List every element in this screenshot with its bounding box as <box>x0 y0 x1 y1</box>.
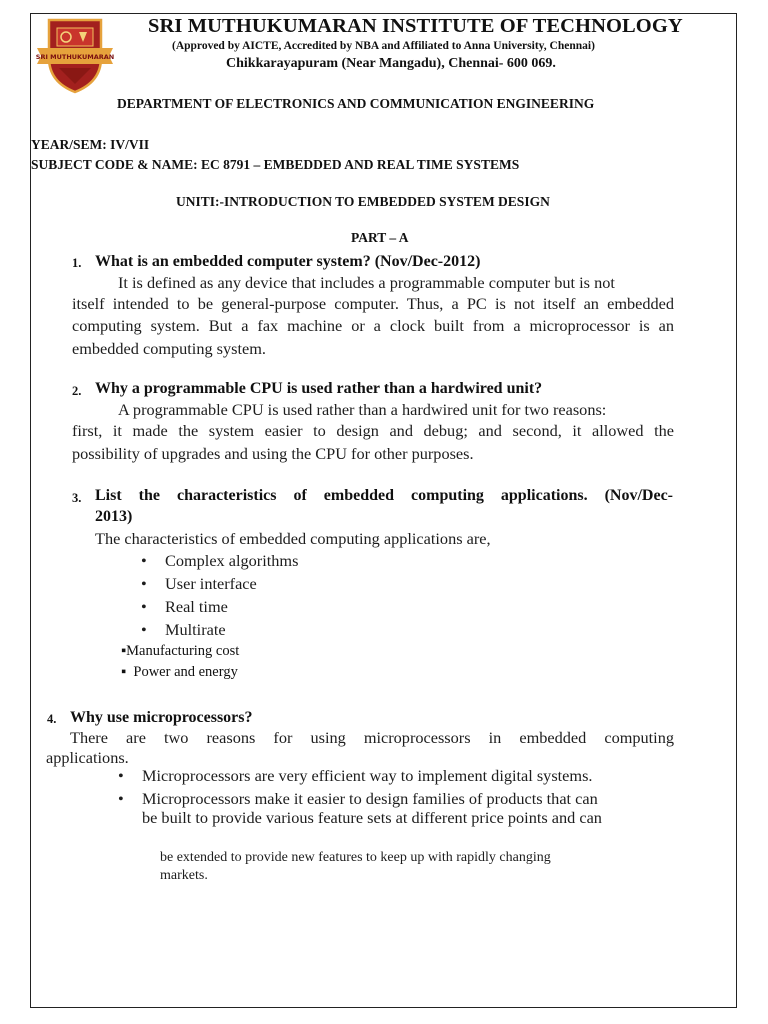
subject-code-name: SUBJECT CODE & NAME: EC 8791 – EMBEDDED AND REAL TIME SYSTEMS <box>31 157 520 172</box>
list-item-continued: be built to provide various feature sets at different price points and can <box>142 808 602 827</box>
list-item: ▪ Power and energy <box>121 664 238 680</box>
list-item: ▪Manufacturing cost <box>121 643 240 659</box>
unit-title: UNITI:-INTRODUCTION TO EMBEDDED SYSTEM DESIGN <box>176 194 550 209</box>
department-title: DEPARTMENT OF ELECTRONICS AND COMMUNICATION ENGINEERING <box>117 96 595 111</box>
q4-intro-line-2: applications. <box>46 748 129 767</box>
q1-answer-line-3: computing system. But a fax machine or a clock built from a microprocessor is an <box>72 316 674 335</box>
list-item: • Real time <box>141 597 228 616</box>
q3-question-line-1: List the characteristics of embedded computing applications. (Nov/Dec- <box>95 487 673 504</box>
approval-line: (Approved by AICTE, Accredited by NBA and Affiliated to Anna University, Chennai) <box>172 40 595 52</box>
q1-answer-line-2: itself intended to be general-purpose computer. Thus, a PC is not itself an embedded <box>72 294 674 313</box>
q1-answer-line-1: It is defined as any device that includes a programmable computer but is not <box>118 273 615 292</box>
q2-question: Why a programmable CPU is used rather than a hardwired unit? <box>95 380 543 397</box>
q4-question: Why use microprocessors? <box>70 709 253 726</box>
q1-answer-line-4: embedded computing system. <box>72 339 266 358</box>
list-item: • Multirate <box>141 620 226 639</box>
svg-text:SRI MUTHUKUMARAN: SRI MUTHUKUMARAN <box>35 53 115 61</box>
list-item: • Complex algorithms <box>141 551 299 570</box>
q2-answer-line-2: first, it made the system easier to design and debug; and second, it allowed the <box>72 421 674 440</box>
address-line: Chikkarayapuram (Near Mangadu), Chennai- 600 069. <box>226 56 556 71</box>
list-item: • Microprocessors make it easier to design families of products that can <box>118 789 598 808</box>
institute-name: SRI MUTHUKUMARAN INSTITUTE OF TECHNOLOGY <box>148 15 683 37</box>
q4-number: 4. <box>47 712 57 726</box>
list-item: • User interface <box>141 574 257 593</box>
part-title: PART – A <box>351 230 409 245</box>
q4-continued-line-1: be extended to provide new features to keep up with rapidly changing <box>160 850 551 865</box>
q3-question-line-2: 2013) <box>95 508 133 525</box>
q3-number: 3. <box>72 491 82 505</box>
year-sem: YEAR/SEM: IV/VII <box>31 137 150 152</box>
q2-answer-line-1: A programmable CPU is used rather than a hardwired unit for two reasons: <box>118 400 607 419</box>
list-item: • Microprocessors are very efficient way to implement digital systems. <box>118 766 593 785</box>
q3-intro: The characteristics of embedded computing applications are, <box>95 529 491 548</box>
q2-number: 2. <box>72 384 82 398</box>
q4-intro-line-1: There are two reasons for using microprocessors in embedded computing <box>70 728 674 747</box>
q2-answer-line-3: possibility of upgrades and using the CPU for other purposes. <box>72 444 474 463</box>
q1-number: 1. <box>72 256 82 270</box>
q1-question: What is an embedded computer system? (Nov/Dec-2012) <box>95 253 481 270</box>
institute-logo <box>35 16 115 94</box>
q4-continued-line-2: markets. <box>160 868 208 883</box>
